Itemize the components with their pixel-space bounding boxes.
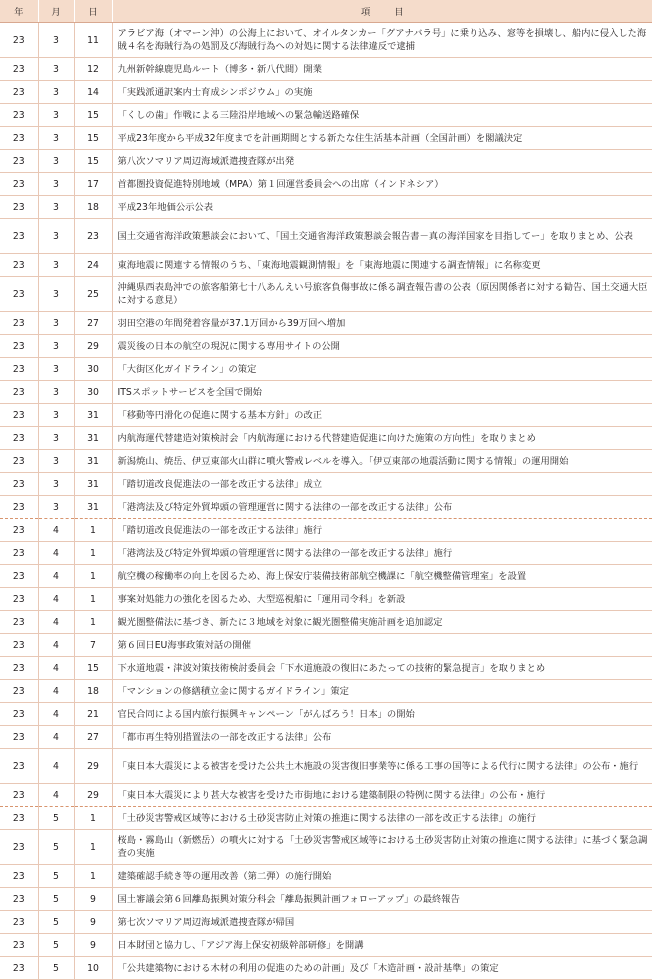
cell-year: 23	[0, 196, 38, 219]
cell-item: 羽田空港の年間発着容量が37.1万回から39万回へ増加	[112, 312, 652, 335]
cell-month: 4	[38, 634, 74, 657]
cell-day: 23	[74, 219, 112, 254]
cell-month: 4	[38, 542, 74, 565]
cell-month: 4	[38, 519, 74, 542]
cell-year: 23	[0, 957, 38, 980]
cell-day: 25	[74, 277, 112, 312]
cell-item: 「実践派通訳案内士育成シンポジウム」の実施	[112, 81, 652, 104]
table-row	[0, 830, 652, 865]
cell-day: 1	[74, 865, 112, 888]
cell-day: 1	[74, 830, 112, 865]
cell-day: 29	[74, 784, 112, 807]
cell-item: 「踏切道改良促進法の一部を改正する法律」成立	[112, 473, 652, 496]
cell-item: 「踏切道改良促進法の一部を改正する法律」施行	[112, 519, 652, 542]
cell-year: 23	[0, 81, 38, 104]
cell-day: 7	[74, 634, 112, 657]
cell-day: 27	[74, 312, 112, 335]
cell-month: 3	[38, 81, 74, 104]
cell-year: 23	[0, 749, 38, 784]
table-row	[0, 381, 652, 404]
header-item: 項目	[112, 0, 652, 23]
table-row	[0, 784, 652, 807]
cell-year: 23	[0, 173, 38, 196]
cell-day: 15	[74, 127, 112, 150]
table-row	[0, 219, 652, 254]
cell-month: 5	[38, 830, 74, 865]
cell-day: 9	[74, 911, 112, 934]
table-row	[0, 496, 652, 519]
table-row	[0, 807, 652, 830]
cell-month: 3	[38, 473, 74, 496]
cell-item: 第七次ソマリア周辺海域派遣捜査隊が帰国	[112, 911, 652, 934]
cell-month: 4	[38, 749, 74, 784]
cell-item: 「マンションの修繕積立金に関するガイドライン」策定	[112, 680, 652, 703]
cell-month: 3	[38, 150, 74, 173]
table-row	[0, 473, 652, 496]
cell-year: 23	[0, 807, 38, 830]
table-row	[0, 23, 652, 58]
cell-month: 5	[38, 888, 74, 911]
cell-day: 11	[74, 23, 112, 58]
table-row	[0, 312, 652, 335]
cell-day: 1	[74, 519, 112, 542]
table-row	[0, 634, 652, 657]
cell-year: 23	[0, 312, 38, 335]
cell-month: 4	[38, 680, 74, 703]
cell-year: 23	[0, 473, 38, 496]
cell-item: 事案対処能力の強化を図るため、大型巡視船に「運用司令科」を新設	[112, 588, 652, 611]
cell-day: 1	[74, 565, 112, 588]
cell-month: 3	[38, 23, 74, 58]
cell-year: 23	[0, 127, 38, 150]
table-row	[0, 335, 652, 358]
cell-item: ITSスポットサービスを全国で開始	[112, 381, 652, 404]
cell-year: 23	[0, 565, 38, 588]
cell-item: 桜島・霧島山（新燃岳）の噴火に対する「土砂災害警戒区域等における土砂災害防止対策の推進に関する法律」に基づく緊急調査の実施	[112, 830, 652, 865]
cell-month: 3	[38, 173, 74, 196]
cell-year: 23	[0, 219, 38, 254]
cell-item: 第６回日EU海事政策対話の開催	[112, 634, 652, 657]
cell-item: 「港湾法及び特定外貿埠頭の管理運営に関する法律の一部を改正する法律」施行	[112, 542, 652, 565]
cell-day: 1	[74, 611, 112, 634]
cell-item: 東海地震に関連する情報のうち、「東海地震観測情報」を「東海地震に関連する調査情報」に名称変更	[112, 254, 652, 277]
cell-year: 23	[0, 277, 38, 312]
cell-item: 平成23年地価公示公表	[112, 196, 652, 219]
cell-month: 3	[38, 104, 74, 127]
cell-item: 「大街区化ガイドライン」の策定	[112, 358, 652, 381]
cell-item: 国土交通省海洋政策懇談会において、「国土交通省海洋政策懇談会報告書－真の海洋国家を目指してー」を取りまとめ、公表	[112, 219, 652, 254]
table-row	[0, 957, 652, 980]
cell-month: 3	[38, 427, 74, 450]
cell-day: 15	[74, 657, 112, 680]
cell-item: 首都圏投資促進特別地域（MPA）第１回運営委員会への出席（インドネシア）	[112, 173, 652, 196]
cell-item: 「土砂災害警戒区域等における土砂災害防止対策の推進に関する法律の一部を改正する法律」の施行	[112, 807, 652, 830]
table-row	[0, 150, 652, 173]
cell-item: 沖縄県西表島沖での旅客船第七十八あんえい号旅客負傷事故に係る調査報告書の公表（原因関係者に対する勧告、国土交通大臣に対する意見）	[112, 277, 652, 312]
cell-year: 23	[0, 427, 38, 450]
cell-item: 「東日本大震災により甚大な被害を受けた市街地における建築制限の特例に関する法律」の公布・施行	[112, 784, 652, 807]
table-row	[0, 726, 652, 749]
cell-day: 17	[74, 173, 112, 196]
cell-month: 5	[38, 911, 74, 934]
cell-month: 4	[38, 611, 74, 634]
cell-item: 平成23年度から平成32年度までを計画期間とする新たな住生活基本計画（全国計画）を閣議決定	[112, 127, 652, 150]
cell-day: 10	[74, 957, 112, 980]
cell-item: 建築確認手続き等の運用改善（第二弾）の施行開始	[112, 865, 652, 888]
cell-day: 15	[74, 150, 112, 173]
cell-month: 3	[38, 277, 74, 312]
cell-month: 3	[38, 496, 74, 519]
table-row	[0, 749, 652, 784]
header-year: 年	[0, 0, 38, 23]
cell-day: 29	[74, 335, 112, 358]
cell-day: 24	[74, 254, 112, 277]
table-body	[0, 23, 652, 980]
table-row	[0, 565, 652, 588]
cell-month: 5	[38, 934, 74, 957]
cell-item: 下水道地震・津波対策技術検討委員会「下水道施設の復旧にあたっての技術的緊急提言」を取りまとめ	[112, 657, 652, 680]
cell-item: 「東日本大震災による被害を受けた公共土木施設の災害復旧事業等に係る工事の国等による代行に関する法律」の公布・施行	[112, 749, 652, 784]
cell-year: 23	[0, 865, 38, 888]
cell-year: 23	[0, 254, 38, 277]
cell-day: 21	[74, 703, 112, 726]
cell-year: 23	[0, 104, 38, 127]
table-row	[0, 81, 652, 104]
cell-item: 「くしの歯」作戦による三陸沿岸地域への緊急輸送路確保	[112, 104, 652, 127]
cell-day: 14	[74, 81, 112, 104]
cell-year: 23	[0, 657, 38, 680]
cell-year: 23	[0, 496, 38, 519]
cell-day: 30	[74, 381, 112, 404]
cell-month: 4	[38, 784, 74, 807]
cell-year: 23	[0, 784, 38, 807]
cell-year: 23	[0, 911, 38, 934]
cell-item: 「港湾法及び特定外貿埠頭の管理運営に関する法律の一部を改正する法律」公布	[112, 496, 652, 519]
table-row	[0, 865, 652, 888]
table-row	[0, 611, 652, 634]
cell-item: 観光圏整備法に基づき、新たに３地域を対象に観光圏整備実施計画を追加認定	[112, 611, 652, 634]
cell-day: 31	[74, 427, 112, 450]
cell-year: 23	[0, 726, 38, 749]
cell-day: 9	[74, 934, 112, 957]
cell-month: 3	[38, 219, 74, 254]
table-row	[0, 888, 652, 911]
cell-day: 1	[74, 588, 112, 611]
cell-day: 29	[74, 749, 112, 784]
cell-year: 23	[0, 611, 38, 634]
cell-day: 9	[74, 888, 112, 911]
cell-item: 航空機の稼働率の向上を図るため、海上保安庁装備技術部航空機課に「航空機整備管理室」を設置	[112, 565, 652, 588]
cell-year: 23	[0, 680, 38, 703]
cell-month: 3	[38, 254, 74, 277]
header-month: 月	[38, 0, 74, 23]
table-row	[0, 104, 652, 127]
cell-month: 3	[38, 127, 74, 150]
cell-year: 23	[0, 888, 38, 911]
table-header	[0, 0, 652, 23]
table-row	[0, 450, 652, 473]
cell-month: 4	[38, 657, 74, 680]
table-row	[0, 911, 652, 934]
header-day: 日	[74, 0, 112, 23]
table-row	[0, 196, 652, 219]
cell-year: 23	[0, 703, 38, 726]
cell-item: 国土審議会第６回離島振興対策分科会「離島振興計画フォローアップ」の最終報告	[112, 888, 652, 911]
cell-day: 15	[74, 104, 112, 127]
cell-year: 23	[0, 381, 38, 404]
cell-day: 18	[74, 680, 112, 703]
cell-item: 九州新幹線鹿児島ルート（博多・新八代間）開業	[112, 58, 652, 81]
table-row	[0, 680, 652, 703]
cell-month: 4	[38, 588, 74, 611]
cell-month: 3	[38, 58, 74, 81]
cell-day: 1	[74, 807, 112, 830]
cell-year: 23	[0, 23, 38, 58]
cell-item: 日本財団と協力し、「アジア海上保安初級幹部研修」を開講	[112, 934, 652, 957]
cell-item: 「都市再生特別措置法の一部を改正する法律」公布	[112, 726, 652, 749]
table-row	[0, 173, 652, 196]
cell-year: 23	[0, 830, 38, 865]
table-row	[0, 427, 652, 450]
cell-month: 3	[38, 450, 74, 473]
cell-month: 5	[38, 865, 74, 888]
table-row	[0, 588, 652, 611]
table-row	[0, 703, 652, 726]
cell-year: 23	[0, 335, 38, 358]
cell-year: 23	[0, 150, 38, 173]
table-row	[0, 254, 652, 277]
cell-item: 第八次ソマリア周辺海域派遣捜査隊が出発	[112, 150, 652, 173]
cell-item: 新潟焼山、焼岳、伊豆東部火山群に噴火警戒レベルを導入。「伊豆東部の地震活動に関する情報」の運用開始	[112, 450, 652, 473]
cell-month: 4	[38, 726, 74, 749]
table-row	[0, 404, 652, 427]
cell-year: 23	[0, 634, 38, 657]
cell-month: 3	[38, 404, 74, 427]
cell-day: 31	[74, 450, 112, 473]
table-row	[0, 657, 652, 680]
cell-day: 30	[74, 358, 112, 381]
cell-month: 3	[38, 196, 74, 219]
table-row	[0, 519, 652, 542]
cell-month: 5	[38, 957, 74, 980]
table-row	[0, 542, 652, 565]
cell-item: 震災後の日本の航空の現況に関する専用サイトの公開	[112, 335, 652, 358]
cell-item: 「移動等円滑化の促進に関する基本方針」の改正	[112, 404, 652, 427]
cell-item: 官民合同による国内旅行振興キャンペーン「がんばろう！日本」の開始	[112, 703, 652, 726]
cell-month: 3	[38, 312, 74, 335]
cell-year: 23	[0, 588, 38, 611]
cell-month: 5	[38, 807, 74, 830]
cell-item: アラビア海（オマーン沖）の公海上において、オイルタンカー「グアナバラ号」に乗り込み、窓等を損壊し、船内に侵入した海賊４名を海賊行為の処罰及び海賊行為への対処に関する法律違反で逮捕	[112, 23, 652, 58]
cell-day: 31	[74, 404, 112, 427]
table-row	[0, 58, 652, 81]
cell-day: 1	[74, 542, 112, 565]
cell-day: 12	[74, 58, 112, 81]
table-row	[0, 358, 652, 381]
cell-year: 23	[0, 934, 38, 957]
cell-year: 23	[0, 58, 38, 81]
cell-item: 内航海運代替建造対策検討会「内航海運における代替建造促進に向けた施策の方向性」を取りまとめ	[112, 427, 652, 450]
cell-month: 3	[38, 381, 74, 404]
cell-day: 31	[74, 473, 112, 496]
cell-item: 「公共建築物における木材の利用の促進のための計画」及び「木造計画・設計基準」の策定	[112, 957, 652, 980]
cell-day: 31	[74, 496, 112, 519]
cell-month: 4	[38, 565, 74, 588]
cell-day: 27	[74, 726, 112, 749]
cell-month: 3	[38, 358, 74, 381]
cell-month: 3	[38, 335, 74, 358]
cell-year: 23	[0, 404, 38, 427]
cell-year: 23	[0, 519, 38, 542]
cell-year: 23	[0, 450, 38, 473]
cell-year: 23	[0, 358, 38, 381]
table-row	[0, 277, 652, 312]
cell-month: 4	[38, 703, 74, 726]
cell-year: 23	[0, 542, 38, 565]
cell-day: 18	[74, 196, 112, 219]
table-row	[0, 127, 652, 150]
